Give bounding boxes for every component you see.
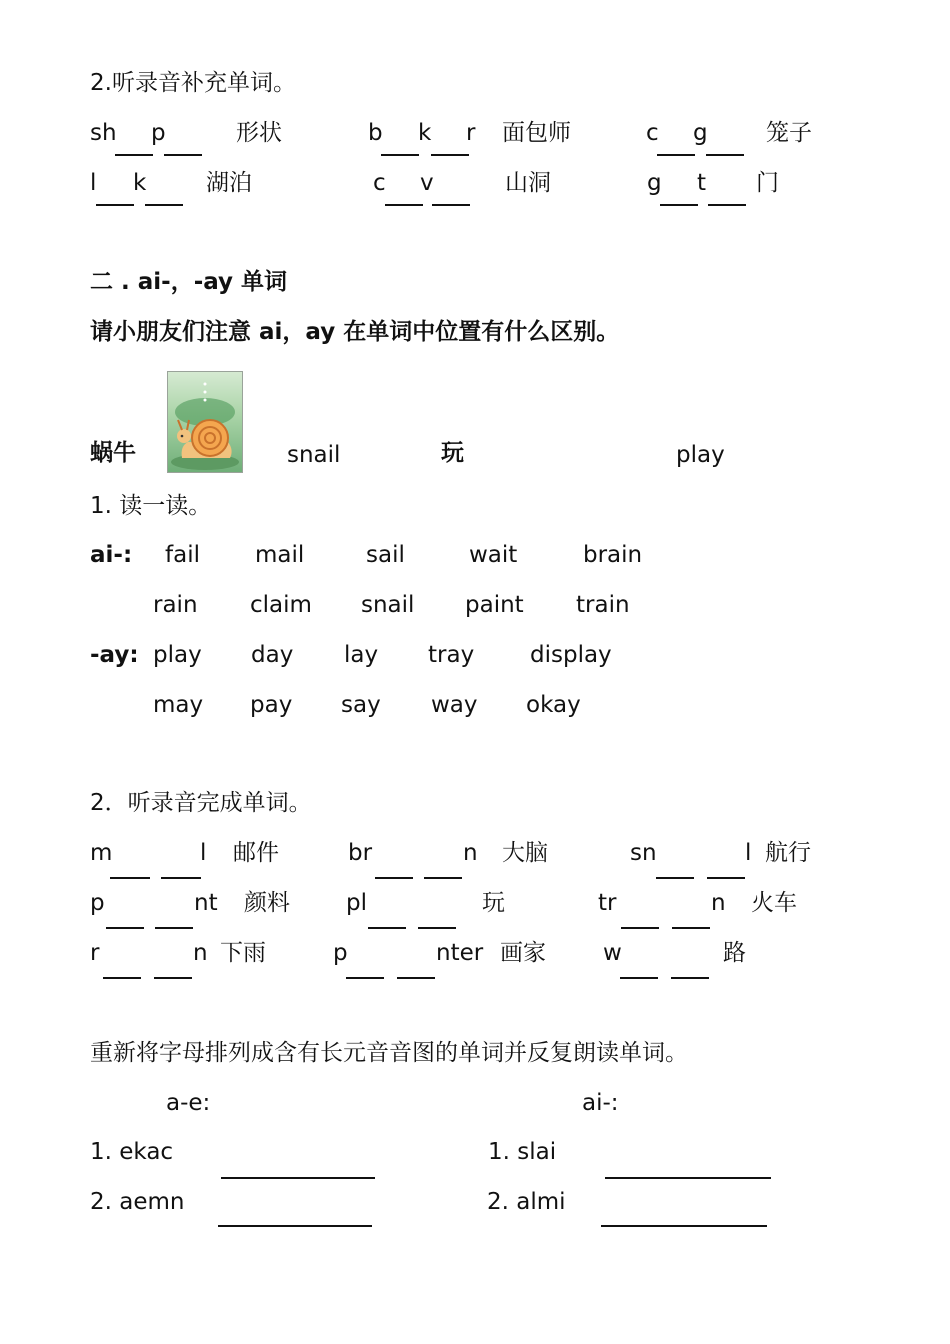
word: tray (428, 642, 475, 668)
blank-line[interactable] (96, 204, 134, 206)
blank-line[interactable] (706, 154, 744, 156)
section-heading: 二 . ai-，-ay 单词 (90, 269, 288, 295)
word-meaning: 笼子 (766, 120, 812, 146)
scrambled-word: 1. slai (488, 1139, 557, 1165)
word-meaning: 航行 (765, 840, 811, 866)
blank-line[interactable] (708, 204, 746, 206)
letter: sh (90, 120, 117, 146)
word: paint (465, 592, 524, 618)
word: sail (366, 542, 405, 568)
word: fail (165, 542, 200, 568)
blank-line[interactable] (397, 977, 435, 979)
word-end: l (200, 840, 207, 866)
word: may (153, 692, 204, 718)
example-cn-snail: 蜗牛 (90, 440, 136, 466)
instruction: 请小朋友们注意 ai，ay 在单词中位置有什么区别。 (90, 319, 620, 345)
blank-line[interactable] (621, 927, 659, 929)
letter: v (420, 170, 434, 196)
blank-line[interactable] (155, 927, 193, 929)
word-end: n (711, 890, 726, 916)
word-start: p (90, 890, 105, 916)
letter: t (697, 170, 707, 196)
letter: r (466, 120, 476, 146)
word-start: w (603, 940, 622, 966)
answer-line[interactable] (218, 1225, 372, 1227)
word-meaning: 门 (756, 170, 779, 196)
column-label-ai: ai-: (582, 1090, 619, 1116)
word-start: tr (598, 890, 617, 916)
word-start: r (90, 940, 100, 966)
blank-line[interactable] (375, 877, 413, 879)
letter: c (646, 120, 659, 146)
blank-line[interactable] (671, 977, 709, 979)
word: train (576, 592, 630, 618)
blank-line[interactable] (381, 154, 419, 156)
blank-line[interactable] (103, 977, 141, 979)
word: okay (526, 692, 581, 718)
blank-line[interactable] (164, 154, 202, 156)
example-en-snail: snail (287, 442, 341, 468)
blank-line[interactable] (432, 204, 470, 206)
word: day (251, 642, 294, 668)
letter: b (368, 120, 383, 146)
word: display (530, 642, 612, 668)
word-meaning: 邮件 (233, 840, 279, 866)
word: say (341, 692, 381, 718)
word: claim (250, 592, 312, 618)
word-meaning: 形状 (236, 120, 282, 146)
word: play (153, 642, 202, 668)
blank-line[interactable] (154, 977, 192, 979)
answer-line[interactable] (601, 1225, 767, 1227)
word-end: n (193, 940, 208, 966)
blank-line[interactable] (424, 877, 462, 879)
word: lay (344, 642, 379, 668)
letter: l (90, 170, 97, 196)
letter: g (647, 170, 662, 196)
word: way (431, 692, 478, 718)
blank-line[interactable] (707, 877, 745, 879)
ay-label: -ay: (90, 642, 139, 668)
snail-picture (167, 371, 243, 473)
blank-line[interactable] (368, 927, 406, 929)
example-en-play: play (676, 442, 725, 468)
word-end: n (463, 840, 478, 866)
blank-line[interactable] (657, 154, 695, 156)
letter: p (151, 120, 166, 146)
word-meaning: 火车 (751, 890, 797, 916)
section-title: 2.听录音补充单词。 (90, 70, 296, 96)
word-meaning: 下雨 (220, 940, 266, 966)
scrambled-word: 2. aemn (90, 1189, 185, 1215)
blank-line[interactable] (672, 927, 710, 929)
example-cn-play: 玩 (441, 440, 464, 466)
word-end: l (745, 840, 752, 866)
word-start: pl (346, 890, 367, 916)
blank-line[interactable] (656, 877, 694, 879)
word-meaning: 山洞 (505, 170, 551, 196)
word: mail (255, 542, 305, 568)
blank-line[interactable] (110, 877, 150, 879)
blank-line[interactable] (145, 204, 183, 206)
blank-line[interactable] (161, 877, 201, 879)
word: wait (469, 542, 518, 568)
listen-title: 2．听录音完成单词。 (90, 790, 312, 816)
ai-label: ai-: (90, 542, 133, 568)
blank-line[interactable] (385, 204, 423, 206)
word-end: nt (194, 890, 218, 916)
column-label-a-e: a-e: (166, 1090, 211, 1116)
letter: g (693, 120, 708, 146)
blank-line[interactable] (431, 154, 469, 156)
letter: k (418, 120, 432, 146)
blank-line[interactable] (620, 977, 658, 979)
blank-line[interactable] (418, 927, 456, 929)
scrambled-word: 1. ekac (90, 1139, 174, 1165)
word-meaning: 路 (723, 940, 746, 966)
word-start: br (348, 840, 373, 866)
scrambled-word: 2. almi (487, 1189, 566, 1215)
read-title: 1. 读一读。 (90, 493, 212, 519)
word: snail (361, 592, 415, 618)
word-meaning: 玩 (482, 890, 505, 916)
rearrange-title: 重新将字母排列成含有长元音音图的单词并反复朗读单词。 (90, 1040, 688, 1066)
snail-icon (168, 372, 242, 472)
answer-line[interactable] (605, 1177, 771, 1179)
word-end: nter (436, 940, 484, 966)
letter: k (133, 170, 147, 196)
answer-line[interactable] (221, 1177, 375, 1179)
word-meaning: 面包师 (502, 120, 571, 146)
word-start: m (90, 840, 113, 866)
word-meaning: 颜料 (244, 890, 290, 916)
blank-line[interactable] (660, 204, 698, 206)
word: brain (583, 542, 643, 568)
word: rain (153, 592, 198, 618)
blank-line[interactable] (346, 977, 384, 979)
blank-line[interactable] (115, 154, 153, 156)
word: pay (250, 692, 293, 718)
word-start: sn (630, 840, 657, 866)
word-meaning: 湖泊 (206, 170, 252, 196)
word-start: p (333, 940, 348, 966)
letter: c (373, 170, 386, 196)
word-meaning: 大脑 (502, 840, 548, 866)
word-meaning: 画家 (500, 940, 546, 966)
blank-line[interactable] (106, 927, 144, 929)
